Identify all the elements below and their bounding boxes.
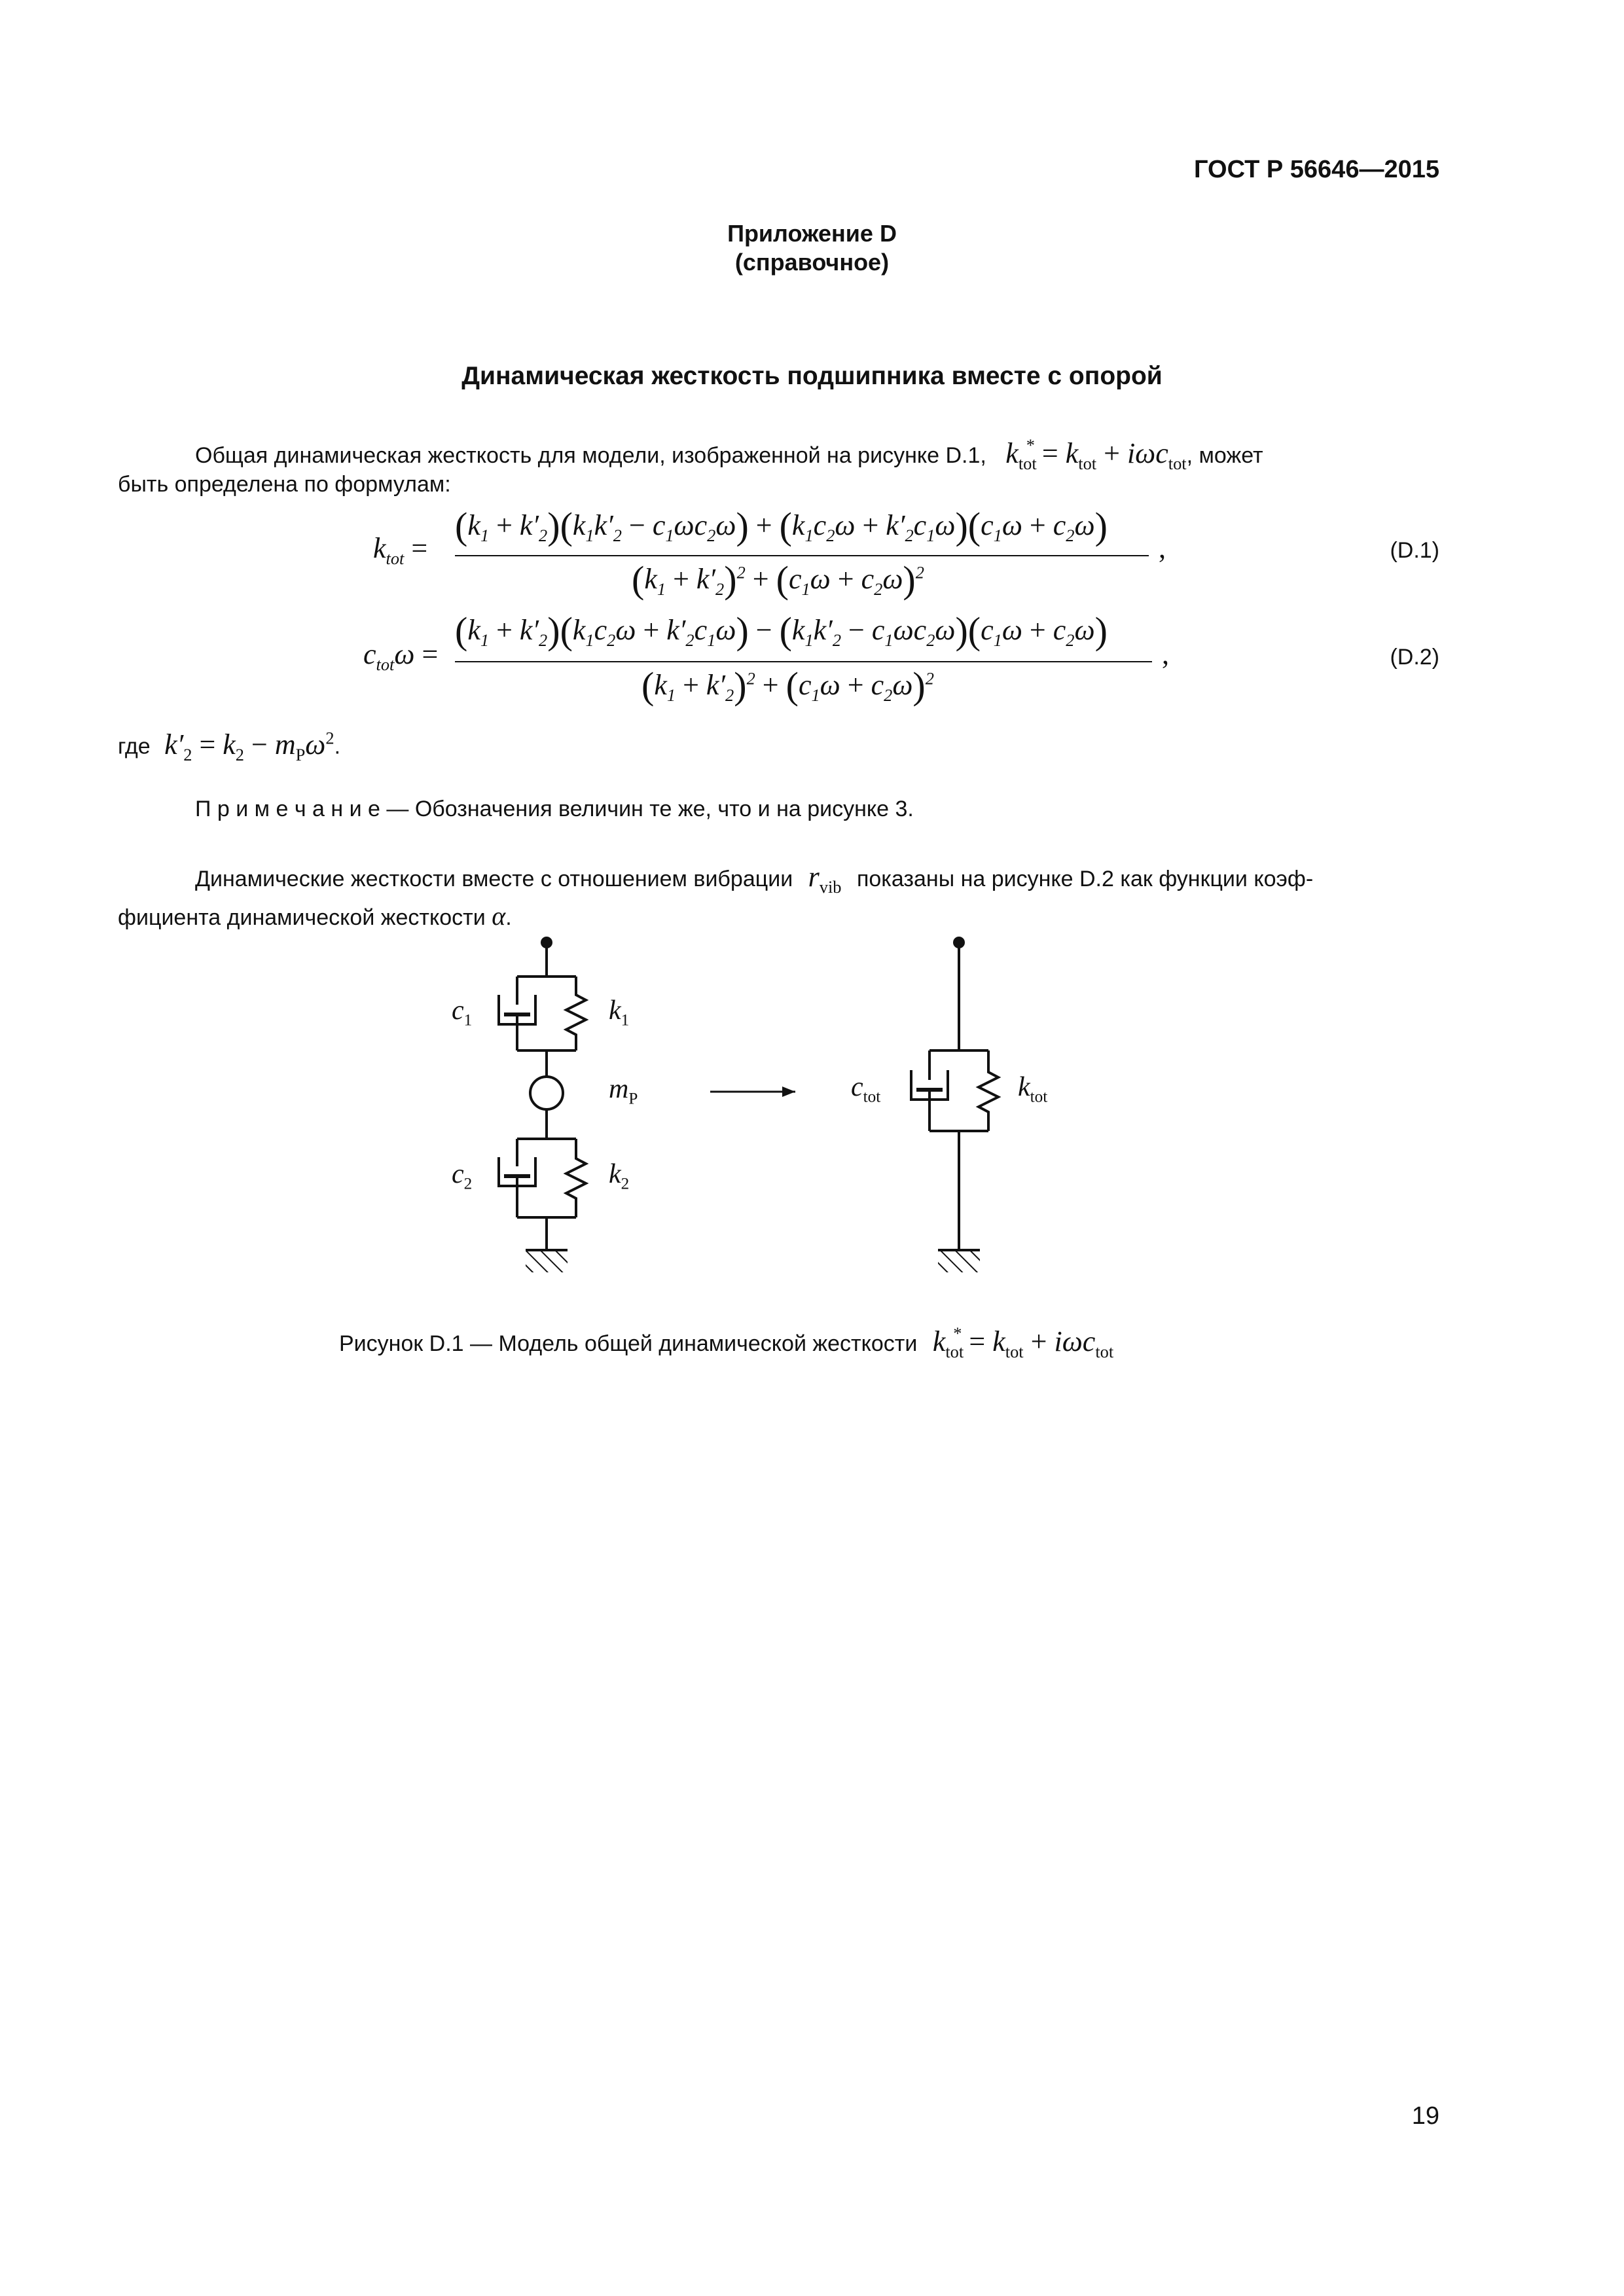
para2-line2: фициента динамической жесткости α. xyxy=(118,901,512,931)
eq1-denominator: $(k_1 + k'_2)^2 + (c_1\omega + c_2\omega)^2$ xyxy=(632,558,924,601)
label-ktot: $k_{tot}$ xyxy=(1018,1072,1048,1106)
k2-prime-definition: $k'_2 = k_2 - m_P\omega^2$ xyxy=(164,728,334,764)
right-top-node-dot xyxy=(954,938,964,947)
label-c1: $c_1$ xyxy=(452,996,473,1030)
damper-ctot xyxy=(911,1050,948,1131)
eq2-denominator: $(k_1 + k'_2)^2 + (c_1\omega + c_2\omega)^2$ xyxy=(641,664,934,707)
label-ctot: $c_{tot}$ xyxy=(851,1072,881,1106)
intro-text-end: , может xyxy=(1186,443,1263,468)
ground-left xyxy=(526,1251,568,1272)
eq1-lhs: $k_{tot}$ = xyxy=(373,532,428,568)
spring-k2 xyxy=(566,1139,586,1217)
alpha-symbol: α xyxy=(492,901,506,931)
caption-formula: $k_{tot}^* = k_{tot} + i\omega c_{tot}$ xyxy=(932,1323,1114,1361)
eq1-numerator: $(k_1 + k'_2)(k_1k'_2 - c_1\omega c_2\omega) + (k_1c_2\omega + k'_2c_1\omega)(c_1\omega + c_2\omega)$ xyxy=(455,505,1108,547)
eq1-comma: , xyxy=(1159,532,1166,564)
rvib-symbol: $r_{vib}$ xyxy=(808,861,842,897)
para2-text-c: фициента динамической жесткости xyxy=(118,905,486,930)
intro-text: Общая динамическая жесткость для модели, изображенной на рисунке D.1, xyxy=(195,443,986,468)
note: П р и м е ч а н и е — Обозначения величин те же, что и на рисунке 3. xyxy=(195,797,914,821)
equation-number-d2: (D.2) xyxy=(1390,645,1439,670)
figure-caption xyxy=(339,1319,1113,1366)
caption-text: Рисунок D.1 — Модель общей динамической жесткости xyxy=(339,1331,918,1356)
para2-text-a: Динамические жесткости вместе с отношением вибрации xyxy=(195,867,793,891)
ground-right xyxy=(938,1251,980,1272)
eq2-numerator: $(k_1 + k'_2)(k_1c_2\omega + k'_2c_1\omega) - (k_1k'_2 - c_1\omega c_2\omega)(c_1\omega + c_2\omega)$ xyxy=(455,609,1108,652)
appendix-subtitle: (справочное) xyxy=(734,249,890,276)
where-prefix: где xyxy=(118,734,151,759)
ktot-star-formula: $k_{tot}^* = k_{tot} + i\omega c_{tot}$ xyxy=(1005,435,1187,473)
mass-mp xyxy=(530,1077,563,1109)
equation-number-d1: (D.1) xyxy=(1390,538,1439,563)
spring-ktot xyxy=(979,1050,998,1131)
section-title: Динамическая жесткость подшипника вместе с опорой xyxy=(461,362,1163,390)
damper-c2 xyxy=(499,1139,535,1217)
damper-c1 xyxy=(499,977,535,1050)
document-code: ГОСТ Р 56646—2015 xyxy=(1194,156,1439,183)
label-k2: $k_2$ xyxy=(609,1159,630,1193)
appendix-title: Приложение D xyxy=(727,220,897,247)
page-number: 19 xyxy=(1411,2102,1439,2130)
intro-line2: быть определена по формулам: xyxy=(118,472,451,497)
spring-k1 xyxy=(566,977,586,1050)
eq2-lhs: $c_{tot}\omega$ = xyxy=(363,638,439,674)
para2-text-b: показаны на рисунке D.2 как функции коэф- xyxy=(856,867,1314,891)
label-c2: $c_2$ xyxy=(452,1159,473,1193)
eq2-comma: , xyxy=(1162,638,1169,670)
left-top-node-dot xyxy=(542,938,551,947)
where-line: где $k'_2 = k_2 - m_P\omega^2$. xyxy=(118,728,341,764)
label-k1: $k_1$ xyxy=(609,996,630,1030)
arrow-head xyxy=(782,1086,795,1097)
label-mp: $m_P$ xyxy=(609,1074,638,1108)
